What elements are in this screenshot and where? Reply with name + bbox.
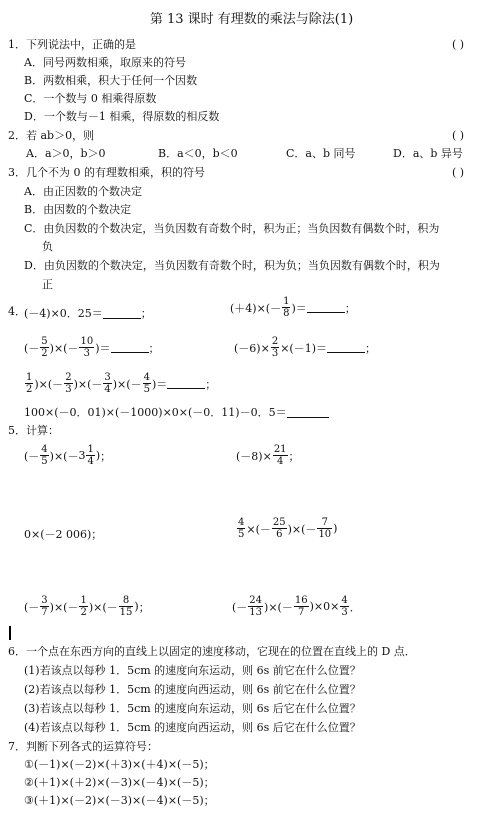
denominator: 2 [26, 384, 33, 395]
q5-expr-c: 0×(－2 006)； [24, 528, 103, 541]
q1-answer-paren: ( ) [452, 38, 465, 51]
numerator: 1 [80, 595, 87, 606]
expr-text: ； [205, 377, 217, 391]
q1-stem: 1．下列说法中，正确的是 [8, 38, 136, 51]
numerator: 1 [283, 296, 290, 307]
q4-number: 4． [8, 305, 26, 318]
q1-option-a: A．同号两数相乘，取原来的符号 [24, 56, 186, 69]
denominator: 8 [283, 308, 290, 319]
expr-text: ； [148, 341, 160, 355]
numerator: 10 [80, 336, 94, 347]
expr-text: )＝ [291, 301, 307, 315]
numerator: 1 [87, 444, 94, 455]
expr-text: )×(－ [264, 600, 293, 614]
fraction [40, 336, 48, 359]
expr-text: )×(－ [88, 600, 118, 614]
q7-stem: 7．判断下列各式的运算符号： [8, 740, 158, 753]
denominator: 15 [119, 607, 133, 618]
expr-text: (－4)×0．25＝ [24, 307, 103, 320]
fraction [272, 517, 287, 540]
numerator: 3 [41, 595, 48, 606]
denominator: 3 [341, 607, 348, 618]
fraction [64, 372, 72, 395]
numerator: 2 [65, 372, 72, 383]
answer-blank[interactable] [167, 378, 205, 389]
q2-stem: 2．若 ab＞0，则 [8, 129, 95, 142]
fraction [271, 336, 279, 359]
fraction [86, 444, 94, 467]
q2-option-c: C．a、b 同号 [286, 147, 356, 160]
q5-expr-a [24, 444, 111, 467]
numerator: 4 [341, 595, 348, 606]
q7-item-1: ①(－1)×(－2)×(＋3)×(＋4)×(－5)； [24, 758, 215, 771]
q3-option-b: B．由因数的个数决定 [24, 203, 132, 216]
denominator: 5 [41, 456, 48, 467]
q4-expr-4 [234, 336, 376, 359]
denominator: 7 [298, 607, 305, 618]
expr-text: (－ [24, 449, 40, 463]
fraction [40, 444, 48, 467]
fraction [79, 595, 87, 618]
q1-option-b: B．两数相乘，积大于任何一个因数 [24, 74, 198, 87]
denominator: 6 [276, 529, 283, 540]
expr-text: ×(－1)＝ [280, 341, 327, 355]
expr-text: )×(－ [34, 377, 64, 391]
expr-text: ； [344, 301, 356, 315]
expr-text: ； [138, 600, 150, 614]
fraction [340, 595, 348, 618]
q3-option-c-cont: 负 [42, 240, 53, 253]
expr-text: )×(－ [73, 377, 103, 391]
page-title: 第 13 课时 有理数的乘法与除法(1) [149, 12, 354, 27]
fraction [317, 517, 332, 540]
q2-option-d: D．a、b 异号 [393, 147, 463, 160]
fraction [237, 517, 245, 540]
fraction [103, 372, 111, 395]
numerator: 5 [41, 336, 48, 347]
expr-text: )＝ [95, 341, 111, 355]
expr-text: ． [349, 600, 361, 614]
answer-blank[interactable] [111, 342, 149, 353]
q5-expr-b [236, 444, 300, 467]
expr-text: ×0× [313, 600, 340, 613]
numerator: 7 [317, 517, 332, 529]
denominator: 4 [104, 384, 111, 395]
expr-text: ) [333, 522, 338, 535]
q7-item-2: ②(＋1)×(＋2)×(－3)×(－4)×(－5)； [24, 776, 215, 789]
expr-text: ； [365, 341, 376, 355]
fraction [79, 336, 94, 359]
text-cursor [9, 626, 11, 640]
expr-text: (＋4)×(－ [230, 301, 282, 315]
q1-option-c: C．一个数与 0 相乘得原数 [24, 92, 157, 105]
denominator: 5 [143, 384, 150, 395]
answer-blank[interactable] [287, 407, 329, 418]
answer-blank[interactable] [307, 302, 345, 313]
expr-text: ) [95, 449, 101, 462]
expr-text: 3 [78, 449, 86, 462]
numerator: 2 [271, 336, 279, 347]
answer-blank[interactable] [327, 342, 365, 353]
q6-item-2: (2)若该点以每秒 1．5cm 的速度向西运动，则 6s 前它在什么位置？ [24, 683, 361, 696]
denominator: 5 [238, 529, 245, 540]
denominator: 7 [41, 607, 48, 618]
q4-expr-5 [24, 372, 216, 395]
q2-option-a: A．a＞0，b＞0 [26, 147, 106, 160]
expr-text: )×(－ [49, 341, 79, 355]
q7-item-3: ③(＋1)×(－2)×(－3)×(－4)×(－5)； [24, 794, 215, 807]
q3-answer-paren: ( ) [452, 166, 465, 179]
denominator: 2 [80, 607, 87, 618]
expr-text: ； [140, 307, 152, 320]
numerator: 4 [41, 444, 48, 455]
q5-expr-d [236, 517, 337, 540]
expr-text: ) [134, 600, 139, 613]
denominator: 3 [271, 348, 279, 359]
denominator: 3 [83, 348, 91, 359]
expr-text: )＝ [151, 377, 168, 391]
expr-text: (－8)× [236, 449, 272, 463]
fraction [273, 444, 288, 467]
expr-text: (－ [24, 600, 40, 614]
q4-expr-6 [24, 404, 329, 420]
fraction [248, 595, 263, 618]
numerator: 1 [26, 372, 33, 383]
numerator: 21 [273, 444, 287, 455]
expr-text: ； [100, 449, 112, 463]
fraction [143, 372, 151, 395]
fraction [25, 372, 33, 395]
denominator: 10 [318, 529, 332, 540]
q4-expr-2 [230, 296, 356, 319]
q3-stem: 3．几个不为 0 的有理数相乘，积的符号 [8, 166, 205, 179]
denominator: 13 [249, 607, 263, 618]
expr-text: (－6)× [234, 341, 270, 355]
expr-text: ) [309, 600, 314, 613]
numerator: 4 [238, 517, 245, 528]
expr-text: 100×(－0．01)×(－1000)×0×(－0．11)－0．5＝ [24, 406, 287, 419]
fraction [40, 595, 48, 618]
q6-stem: 6．一个点在东西方向的直线上以固定的速度移动，它现在的位置在直线上的 D 点． [8, 645, 416, 658]
q3-option-d-cont: 正 [42, 278, 53, 291]
expr-text: )×(－ [112, 377, 142, 391]
numerator: 24 [249, 595, 263, 606]
expr-text: )×(－ [49, 449, 79, 463]
q3-option-c: C．由负因数的个数决定，当负因数有奇数个时，积为正；当负因数有偶数个时，积为 [24, 222, 440, 235]
q2-answer-paren: ( ) [452, 129, 465, 142]
expr-text: ×(－ [246, 522, 271, 536]
expr-text: (－ [232, 600, 248, 614]
numerator: 8 [119, 595, 134, 607]
fraction [282, 296, 290, 319]
q2-option-b: B．a＜0，b＜0 [158, 147, 238, 160]
q3-option-a: A．由正因数的个数决定 [24, 185, 142, 198]
expr-text: (－ [24, 341, 40, 355]
q5-expr-e [24, 595, 150, 618]
q6-item-3: (3)若该点以每秒 1．5cm 的速度向东运动，则 6s 后它在什么位置？ [24, 702, 361, 715]
denominator: 4 [87, 456, 94, 467]
q5-stem: 5．计算： [8, 424, 59, 437]
q3-option-d: D．由负因数的个数决定，当负因数有奇数个时，积为负；当负因数有偶数个时，积为 [24, 259, 440, 272]
answer-blank[interactable] [103, 308, 141, 319]
q6-item-1: (1)若该点以每秒 1．5cm 的速度向东运动，则 6s 前它在什么位置？ [24, 664, 361, 677]
q4-expr-1 [24, 305, 152, 321]
fraction [294, 595, 309, 618]
expr-text: )×(－ [287, 522, 317, 536]
q6-item-4: (4)若该点以每秒 1．5cm 的速度向西运动，则 6s 后它在什么位置？ [24, 721, 361, 734]
q1-option-d: D．一个数与－1 相乘，得原数的相反数 [24, 110, 220, 123]
expr-text: ； [288, 449, 300, 463]
q5-expr-f [232, 595, 361, 618]
fraction [119, 595, 134, 618]
q4-expr-3 [24, 336, 160, 359]
expr-text: )×(－ [49, 600, 79, 614]
denominator: 3 [65, 384, 72, 395]
denominator: 2 [41, 348, 48, 359]
numerator: 25 [272, 517, 286, 528]
numerator: 3 [104, 372, 111, 383]
denominator: 4 [276, 456, 284, 467]
numerator: 16 [294, 595, 308, 606]
numerator: 4 [143, 372, 150, 383]
